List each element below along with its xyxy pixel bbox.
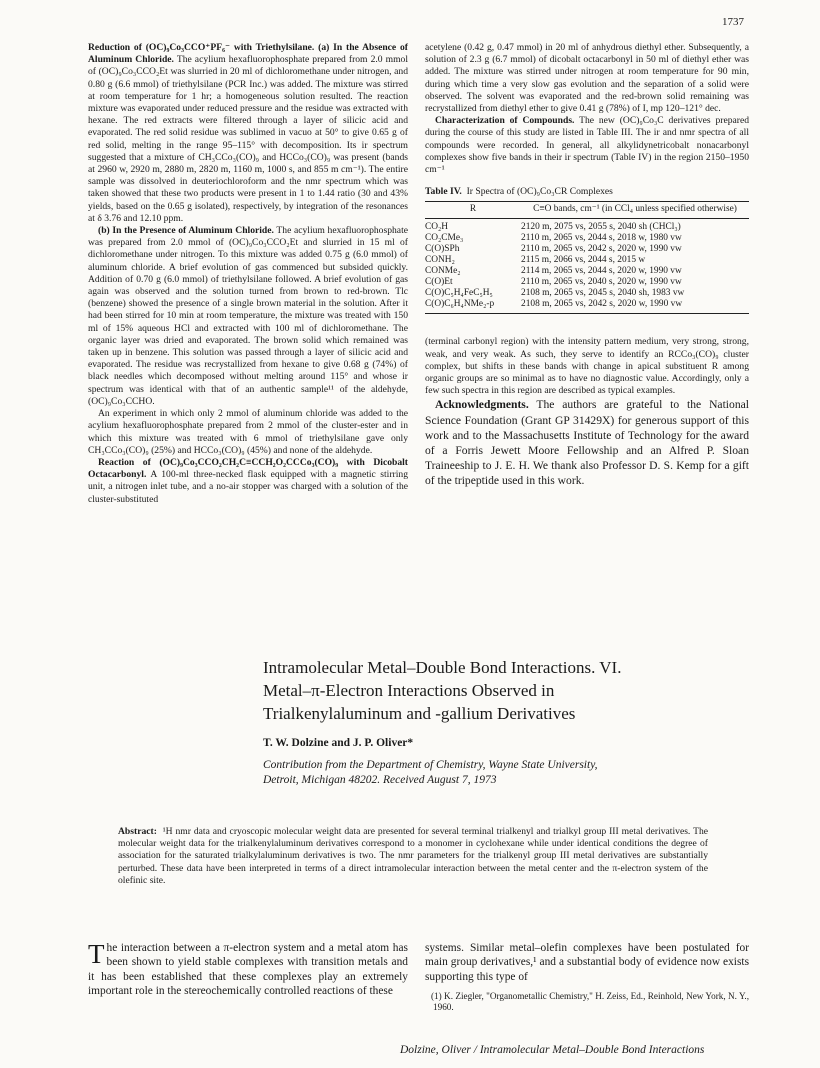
- paragraph-text: The acylium hexafluorophosphate prepared from 2.0 mmol of (OC)₉Co₃CCO₂Et was slurried in 20 ml of dichloromethane under nitrogen, and 0.80 g (6.6 mmol) of triethylsilane (PCR Inc.) was added. The mixture was stirred at room temperature for 1 hr; a homogeneous solution resulted. The reaction mixture was evaporated under reduced pressure and the residue was extracted with hexane. The red extracts were filtered through a layer of silicic acid and evaporated. The red solid residue was sublimed in vacuo at 50° to give 0.65 g of red solid, melting in the range 95–115° with decomposition. Its ir spectrum suggested that a mixture of CH₃CCo₃(CO)₉ and HCCo₃(CO)₉ was present (bands at 2960 w, 2920 m, 2880 m, 2820 m, 1160 m, 1000 s, and 855 m cm⁻¹). The entire sample was dissolved in deuteriochloroform and the nmr spectrum which was taken showed that these two products were present in 1 to 1.44 ratio (30 and 43% yields, based on the 0.65 g isolated), respectively, by integration of the resonances at δ 3.76 and 12.10 ppm.: [88, 54, 409, 224]
- table-cell-r: C(O)C₅H₄FeC₅H₅: [425, 288, 493, 299]
- ack-text: The authors are grateful to the National Science Foundation (Grant GP 31429X) for generous support of this work and to the Massachusetts Institute of Technology for the award of a Forris Jewett Moore Fellowship and an Alfred P. Sloan Traineeship to J. E. H. We thank also Professor D. S. Kemp for a gift of the tripeptide used in this work.: [425, 398, 749, 488]
- paragraph-reaction: [88, 457, 408, 506]
- abstract-text: ¹H nmr data and cryoscopic molecular weight data are presented for several terminal trialkenyl and trialkyl group III metal derivatives. The molecular weight data for the trialkenylaluminum derivatives correspond to a monomer in cyclohexane while under identical conditions the degree of association for the saturated trialkylaluminum derivatives is two. The nmr parameters for the trialkenyl group III metal derivatives are substantially perturbed. These data have been interpreted in terms of a direct intramolecular interaction between the metal center and the π-electron system of the olefinic site.: [118, 826, 708, 886]
- table-ir-spectra: [425, 186, 749, 314]
- table-label: Table IV.: [425, 186, 462, 198]
- paragraph-continued: [425, 42, 749, 115]
- table-cell-bands: 2110 m, 2065 vs, 2042 s, 2020 w, 1990 vw: [521, 244, 682, 255]
- affiliation-line-1: Contribution from the Department of Chemistry, Wayne State University,: [263, 759, 598, 771]
- introduction-left: [88, 941, 408, 999]
- column-header-bands: C≡O bands, cm⁻¹ (in CCl₄ unless specified otherwise): [521, 202, 749, 219]
- footnote: (1) K. Ziegler, "Organometallic Chemistry," H. Zeiss, Ed., Reinhold, New York, N. Y., 1960.: [431, 991, 749, 1013]
- article-title-line-1: Intramolecular Metal–Double Bond Interactions. VI.: [263, 658, 622, 677]
- paragraph-text: acetylene (0.42 g, 0.47 mmol) in 20 ml of anhydrous diethyl ether. Subsequently, a solution of 2.3 g (6.7 mmol) of dicobalt octacarbonyl in 50 ml of diethyl ether was added. The mixture was stirred under nitrogen at room temperature for 90 min, during which time a very slow gas evolution and the separation of a solid were observed. The solvent was evaporated and the red-brown solid remaining was recrystallized from diethyl ether to give 0.41 g (78%) of I, mp 120–121° dec.: [425, 42, 749, 115]
- table-row: [425, 255, 749, 266]
- introduction-text: systems. Similar metal–olefin complexes have been postulated for main group derivatives,¹ and a substantial body of evidence now exists supporting this type of: [425, 942, 749, 983]
- table-row: [425, 288, 749, 299]
- paragraph-text: A 100-ml three-necked flask equipped with a magnetic stirring unit, a nitrogen inlet tube, and a no-air stopper was charged with a solution of the cluster-substituted: [88, 469, 408, 505]
- table-row: [425, 277, 749, 288]
- table-cell-r: CO₂CMe₃: [425, 233, 464, 244]
- table-cell-r: C(O)SPh: [425, 244, 460, 255]
- drop-cap: T: [88, 939, 105, 969]
- table-cell-bands: 2110 m, 2065 vs, 2040 s, 2020 w, 1990 vw: [521, 277, 682, 288]
- page-number: 1737: [722, 16, 744, 28]
- table-cell-bands: 2120 m, 2075 vs, 2055 s, 2040 sh (CHCl₃): [521, 222, 681, 233]
- table-caption-text: Ir Spectra of (OC)₉Co₃CR Complexes: [466, 186, 613, 198]
- run-in-heading: Characterization of Compounds.: [435, 115, 575, 127]
- paragraph-characterization: [425, 115, 749, 176]
- table-cell-bands: 2108 m, 2065 vs, 2045 s, 2040 sh, 1983 vw: [521, 288, 685, 299]
- article-title-line-2: Metal–π-Electron Interactions Observed in: [263, 681, 555, 700]
- table-row: [425, 233, 749, 244]
- run-in-heading: (b) In the Presence of Aluminum Chloride.: [98, 225, 274, 237]
- right-column: [425, 42, 749, 489]
- article-header: [263, 656, 763, 788]
- affiliation: [263, 758, 763, 788]
- table-row: [425, 219, 749, 234]
- table-body: [425, 219, 749, 314]
- table-cell-r: CONMe₂: [425, 266, 461, 277]
- paragraph-experiment: [88, 408, 408, 457]
- table-cell-bands: 2110 m, 2065 vs, 2044 s, 2018 w, 1980 vw: [521, 233, 682, 244]
- table-row: [425, 299, 749, 314]
- ack-heading: Acknowledgments.: [435, 398, 529, 412]
- table-cell-r: CO₂H: [425, 222, 449, 233]
- table-cell-bands: 2114 m, 2065 vs, 2044 s, 2020 w, 1990 vw: [521, 266, 682, 277]
- table-cell-r: CONH₂: [425, 255, 455, 266]
- paragraph-reduction-b: [88, 225, 408, 408]
- abstract: [118, 826, 708, 887]
- affiliation-line-2: Detroit, Michigan 48202. Received August 7, 1973: [263, 774, 497, 786]
- paragraph-text: The new (OC)₉Co₃C derivatives prepared during the course of this study are listed in Table III. The ir and nmr spectra of all compounds were recorded. In general, all alkylidynetricobalt nonacarbonyl complexes show five bands in their ir spectrum (Table IV) in the region 2150–1950 cm⁻¹: [425, 115, 750, 176]
- table-cell-r: C(O)C₆H₄NMe₂-p: [425, 299, 521, 314]
- paragraph-reduction-a: [88, 42, 408, 225]
- column-header-r: R: [425, 202, 521, 219]
- introduction-text: he interaction between a π-electron system and a metal atom has been shown to yield stable complexes with transition metals and it has been established that these complexes play an extremely important role in the stereochemically controlled reactions of these: [88, 942, 408, 998]
- ir-table: [425, 201, 749, 314]
- run-in-heading: Reduction of (OC)₉Co₃CCO⁺PF₆⁻ with Triethylsilane. (a) In the Absence of Aluminum Chloride.: [88, 42, 408, 66]
- paragraph-terminal-carbonyl: [425, 336, 749, 397]
- authors: T. W. Dolzine and J. P. Oliver*: [263, 737, 414, 749]
- table-caption: [425, 186, 749, 198]
- table-row: [425, 266, 749, 277]
- left-column: [88, 42, 408, 506]
- run-in-heading: Reaction of (OC)₉Co₃CCO₂CH₂C≡CCH₂O₂CCCo₃(CO)₉ with Dicobalt Octacarbonyl.: [88, 456, 408, 481]
- table-cell-bands: 2108 m, 2065 vs, 2042 s, 2020 w, 1990 vw: [521, 299, 749, 314]
- table-cell-bands: 2115 m, 2066 vs, 2044 s, 2015 w: [521, 255, 646, 266]
- paragraph-text: An experiment in which only 2 mmol of aluminum chloride was added to the acylium hexafluorophosphate prepared from 2 mmol of the cluster-ester and in which this mixture was treated with 6 mmol of triethylsilane gave only CH₃CCo₃(CO)₉ (25%) and HCCo₃(CO)₉ (45%) and none of the aldehyde.: [88, 408, 408, 456]
- article-title-line-3: Trialkenylaluminum and -gallium Derivatives: [263, 704, 576, 723]
- paragraph-text: (terminal carbonyl region) with the intensity pattern medium, very strong, strong, weak, and very weak. As such, they serve to identify an RCCo₃(CO)₉ cluster complex, but shifts in these bands with change in apical substituent R among organic groups are so minimal as to have no diagnostic value. Accordingly, only a few such spectra in this region are described as typical examples.: [425, 336, 749, 397]
- abstract-label: Abstract:: [118, 826, 157, 837]
- introduction-right: [425, 941, 749, 1014]
- running-footer: Dolzine, Oliver / Intramolecular Metal–Double Bond Interactions: [400, 1044, 705, 1056]
- paragraph-text: The acylium hexafluorophosphate was prepared from 2.0 mmol of (OC)₉Co₃CCO₂Et and slurried in 15 ml of dichloromethane under nitrogen. To this mixture was added 0.75 g (6.0 mmol) of aluminum chloride. A brief evolution of gas commenced but subsided quickly. Addition of 0.70 g (6.0 mmol) of triethylsilane followed. A brief evolution of gas again was observed and the solution turned from brown to red-brown. Tlc (benzene) showed the presence of a single brown material in the solution. After it had been stirred for 10 min at room temperature, the mixture was treated with 150 ml of 15% aqueous HCl and extracted with 100 ml of dichloromethane. The organic layer was dried and evaporated. The brown solid which remained was taken up in benzene. This solution was passed through a layer of silicic acid and evaporated. The residue was recrystallized from hexane to give 0.68 g (74%) of black needles which decomposed without melting around 115° and whose ir spectrum was identical with that of an authentic sample¹¹ of the aldehyde, (OC)₉Co₃CCHO.: [88, 225, 408, 407]
- acknowledgments: [425, 397, 749, 488]
- table-cell-r: C(O)Et: [425, 277, 453, 288]
- table-header-row: [425, 202, 749, 219]
- table-row: [425, 244, 749, 255]
